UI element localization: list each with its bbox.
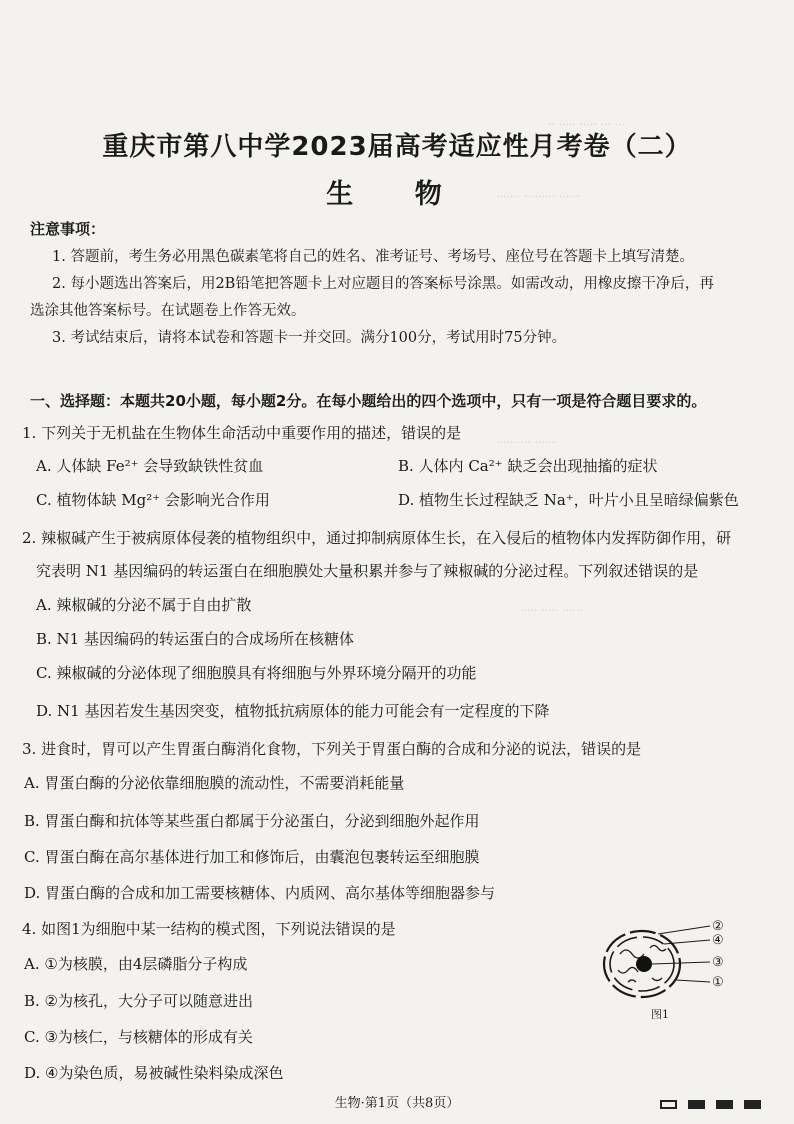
question-1-option-c: C. 植物体缺 Mg²⁺ 会影响光合作用 <box>36 491 270 509</box>
subject-title: 生 物 <box>326 179 468 210</box>
figure-caption: 图1 <box>651 1008 669 1021</box>
bleed-through-text: ····· ····· ······ <box>520 604 583 617</box>
section-heading: 一、选择题：本题共20小题，每小题2分。在每小题给出的四个选项中，只有一项是符合题目要求的。 <box>30 392 707 410</box>
note-3: 3. 考试结束后，请将本试卷和答题卡一并交回。满分100分，考试用时75分钟。 <box>52 330 567 346</box>
question-3-option-c: C. 胃蛋白酶在高尔基体进行加工和修饰后，由囊泡包裹转运至细胞膜 <box>24 848 480 866</box>
footer-mark-empty <box>660 1100 677 1109</box>
bleed-through-text: ······· ········· ······ <box>496 190 580 203</box>
note-1: 1. 答题前，考生务必用黑色碳素笔将自己的姓名、准考证号、考场号、座位号在答题卡上填写清楚。 <box>52 249 694 265</box>
figure-label-envelope: ① <box>712 975 724 990</box>
question-1-option-d: D. 植物生长过程缺乏 Na⁺，叶片小且呈暗绿偏紫色 <box>398 491 739 509</box>
question-3-option-b: B. 胃蛋白酶和抗体等某些蛋白都属于分泌蛋白，分泌到细胞外起作用 <box>24 812 480 830</box>
question-2-stem-line-2: 究表明 N1 基因编码的转运蛋白在细胞膜处大量积累并参与了辣椒碱的分泌过程。下列叙述错误的是 <box>36 562 699 580</box>
question-3-option-d: D. 胃蛋白酶的合成和加工需要核糖体、内质网、高尔基体等细胞器参与 <box>24 884 496 902</box>
figure-label-chromatin: ④ <box>712 933 724 948</box>
question-1-stem: 1. 下列关于无机盐在生物体生命活动中重要作用的描述，错误的是 <box>22 424 462 442</box>
footer-mark-filled <box>744 1100 761 1109</box>
question-2-stem-line-1: 2. 辣椒碱产生于被病原体侵袭的植物组织中，通过抑制病原体生长，在入侵后的植物体内发挥防御作用，研 <box>22 529 732 547</box>
footer-mark-filled <box>716 1100 733 1109</box>
figure-label-nucleolus: ③ <box>712 955 724 970</box>
question-4-option-d: D. ④为染色质，易被碱性染料染成深色 <box>24 1064 284 1082</box>
footer-mark-filled <box>688 1100 705 1109</box>
question-1-option-b: B. 人体内 Ca²⁺ 缺乏会出现抽搐的症状 <box>398 457 658 475</box>
question-4-stem: 4. 如图1为细胞中某一结构的模式图，下列说法错误的是 <box>22 920 396 938</box>
exam-title: 重庆市第八中学2023届高考适应性月考卷（二） <box>102 132 692 162</box>
question-4-option-c: C. ③为核仁，与核糖体的形成有关 <box>24 1028 253 1046</box>
question-3-stem: 3. 进食时，胃可以产生胃蛋白酶消化食物，下列关于胃蛋白酶的合成和分泌的说法，错误的是 <box>22 740 642 758</box>
question-3-option-a: A. 胃蛋白酶的分泌依靠细胞膜的流动性，不需要消耗能量 <box>24 774 405 792</box>
note-2: 2. 每小题选出答案后，用2B铅笔把答题卡上对应题目的答案标号涂黑。如需改动，用橡皮擦干净后，再 <box>52 276 714 292</box>
note-2-continued: 选涂其他答案标号。在试题卷上作答无效。 <box>30 303 306 319</box>
question-1-option-a: A. 人体缺 Fe²⁺ 会导致缺铁性贫血 <box>36 457 264 475</box>
question-2-option-c: C. 辣椒碱的分泌体现了细胞膜具有将细胞与外界环境分隔开的功能 <box>36 664 477 682</box>
page-footer: 生物·第1页（共8页） <box>334 1096 460 1111</box>
bleed-through-text: ·········· ······ <box>496 436 556 449</box>
question-2-option-b: B. N1 基因编码的转运蛋白的合成场所在核糖体 <box>36 630 354 648</box>
question-2-option-d: D. N1 基因若发生基因突变，植物抵抗病原体的能力可能会有一定程度的下降 <box>36 702 550 720</box>
question-4-option-a: A. ①为核膜，由4层磷脂分子构成 <box>24 955 248 973</box>
question-2-option-a: A. 辣椒碱的分泌不属于自由扩散 <box>36 596 252 614</box>
figure-label-pore: ② <box>712 919 724 934</box>
question-4-option-b: B. ②为核孔，大分子可以随意进出 <box>24 992 254 1010</box>
bleed-through-text: ·· ····· ····· ··· ··· <box>548 118 625 131</box>
notes-heading: 注意事项： <box>30 220 106 238</box>
